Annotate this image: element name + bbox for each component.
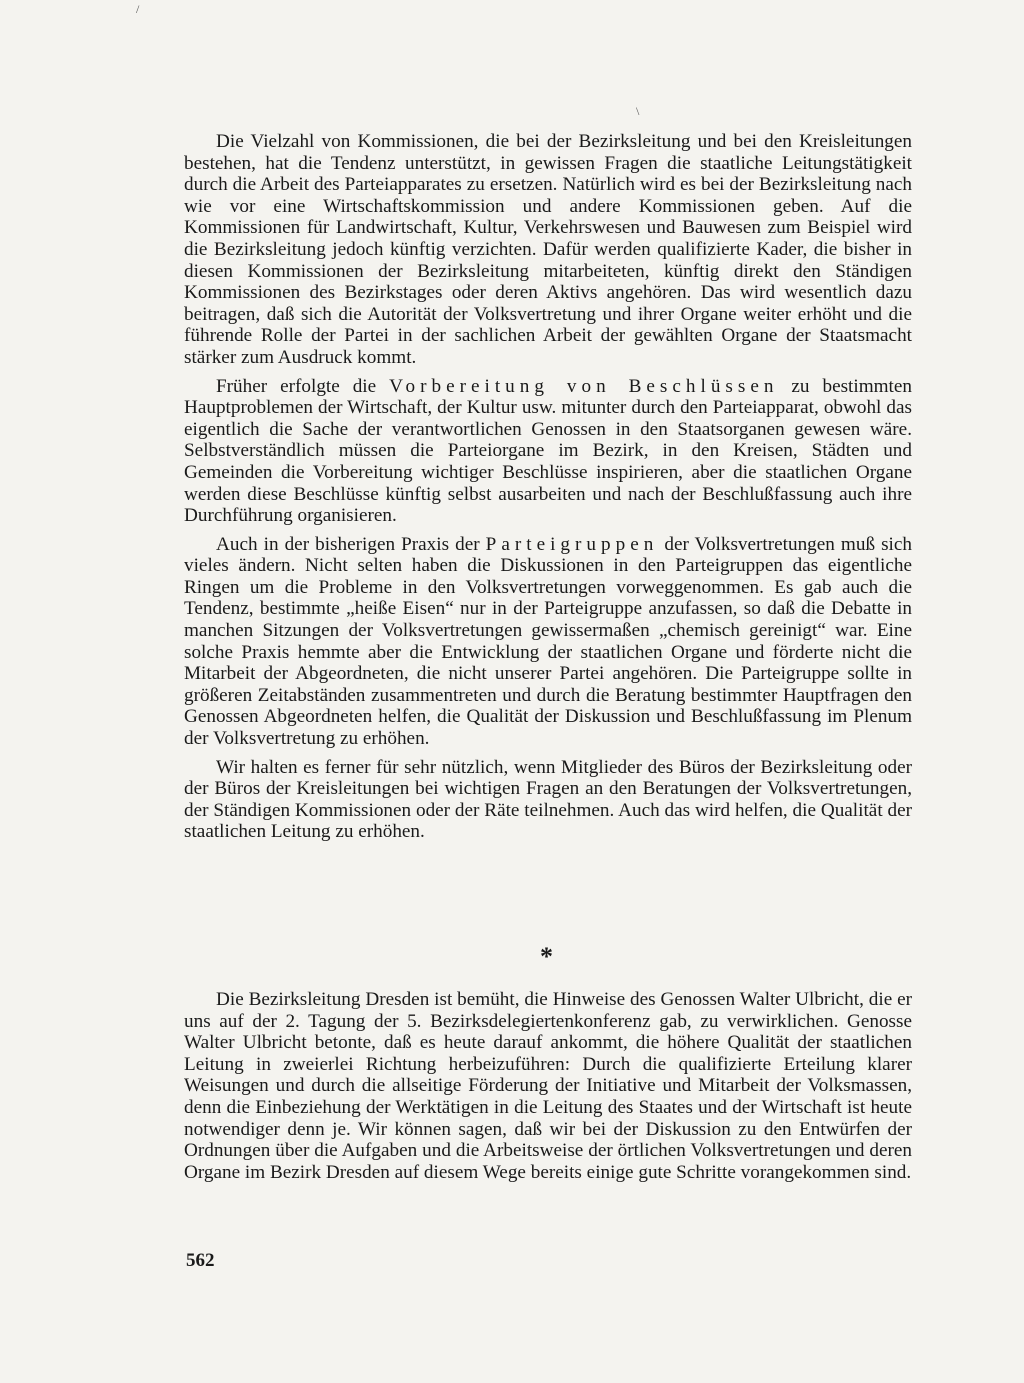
- paragraph-bureau-members: Wir halten es ferner für sehr nützlich, wenn Mitglieder des Büros der Bezirksleitung oder der Büros der Kreisleitungen bei wichtigen Fragen an den Beratungen der Volksvertretungen, der Ständigen Kommissionen oder der Räte teilnehmen. Auch das wird helfen, die Qualität der staatlichen Leitung zu erhöhen.: [184, 756, 912, 843]
- scan-mark: /: [136, 2, 140, 16]
- scan-mark: \: [636, 104, 640, 118]
- paragraph-commissions: Die Vielzahl von Kommissionen, die bei der Bezirksleitung und bei den Kreisleitungen bestehen, hat die Tendenz unterstützt, in gewissen Fragen die staatliche Leitungstätigkeit durch die Arbeit des Parteiapparates zu ersetzen. Natürlich wird es bei der Bezirksleitung nach wie vor eine Wirtschaftskommission und andere Kommissionen geben. Auf die Kommissionen für Landwirtschaft, Kultur, Verkehrswesen und Bauwesen zum Beispiel wird die Bezirksleitung jedoch künftig verzichten. Dafür werden qualifizierte Kader, die bisher in diesen Kommissionen der Bezirksleitung mitarbeiteten, künftig direkt den Ständigen Kommissionen des Bezirkstages oder deren Aktivs angehören. Das wird wesentlich dazu beitragen, daß sich die Autorität der Volksvertretung und ihrer Organe weiter erhöht und die führende Rolle der Partei in der sachlichen Arbeit der gewählten Organe der Staatsmacht stärker zum Ausdruck kommt.: [184, 131, 912, 368]
- paragraph-preparation: Früher erfolgte die Vorbereitung von Beschlüssen zu bestimmten Hauptproblemen der Wirtschaft, der Kultur usw. mitunter durch den Parteiapparat, obwohl das eigentlich die Sache der verantwortlichen Genossen in den Staatsorganen gewesen wäre. Selbstverständlich müssen die Parteiorgane im Bezirk, in den Kreisen, Städten und Gemeinden die Vorbereitung wichtiger Beschlüsse inspirieren, aber die staatlichen Organe werden diese Beschlüsse künftig selbst ausarbeiten und nach der Beschlußfassung auch ihre Durchführung organisieren.: [184, 375, 913, 527]
- body-text: [184, 131, 912, 850]
- emphasized-term: Parteigruppen: [485, 533, 659, 555]
- emphasized-term: Vorbereitung von Beschlüssen: [389, 375, 779, 397]
- page-number: 562: [186, 1250, 215, 1271]
- paragraph-dresden: Die Bezirksleitung Dresden ist bemüht, die Hinweise des Genossen Walter Ulbricht, die er uns auf der 2. Tagung der 5. Bezirksdelegiertenkonferenz gab, zu verwirklichen. Genosse Walter Ulbricht betonte, daß es heute darauf ankommt, die höhere Qualität der staatlichen Leitung in zweierlei Richtung herbeizuführen: Durch die qualifizierte Erteilung klarer Weisungen und durch die allseitige Förderung der Initiative und Mitarbeit der Volksmassen, denn die Einbeziehung der Werktätigen in die Leitung des Staates und der Wirtschaft ist heute notwendiger denn je. Wir können sagen, daß wir bei der Diskussion zu den Entwürfen der Ordnungen über die Aufgaben und die Arbeitsweise der örtlichen Volksvertretungen und deren Organe im Bezirk Dresden auf diesem Wege bereits einige gute Schritte vorangekommen sind.: [184, 989, 912, 1183]
- closing-text: [184, 989, 912, 1190]
- paragraph-party-groups: Auch in der bisherigen Praxis der Parteigruppen der Volksvertretungen muß sich vieles ändern. Nicht selten haben die Diskussionen in den Parteigruppen das eigentliche Ringen um die Probleme in den Volksvertretungen vorweggenommen. Es gab auch die Tendenz, bestimmte „heiße Eisen“ nur in der Parteigruppe anzufassen, so daß die Debatte in manchen Sitzungen der Volksvertretungen gewissermaßen „chemisch gereinigt“ war. Eine solche Praxis hemmte aber die Entwicklung der staatlichen Organe und förderte nicht die Mitarbeit der Abgeordneten, die nicht unserer Partei angehören. Die Parteigruppe sollte in größeren Zeitabständen zusammentreten und durch die Beratung bestimmter Hauptfragen den Genossen Abgeordneten helfen, die Qualität der Diskussion und Beschlußfassung im Plenum der Volksvertretung zu erhöhen.: [184, 533, 912, 750]
- section-separator: *: [540, 942, 553, 971]
